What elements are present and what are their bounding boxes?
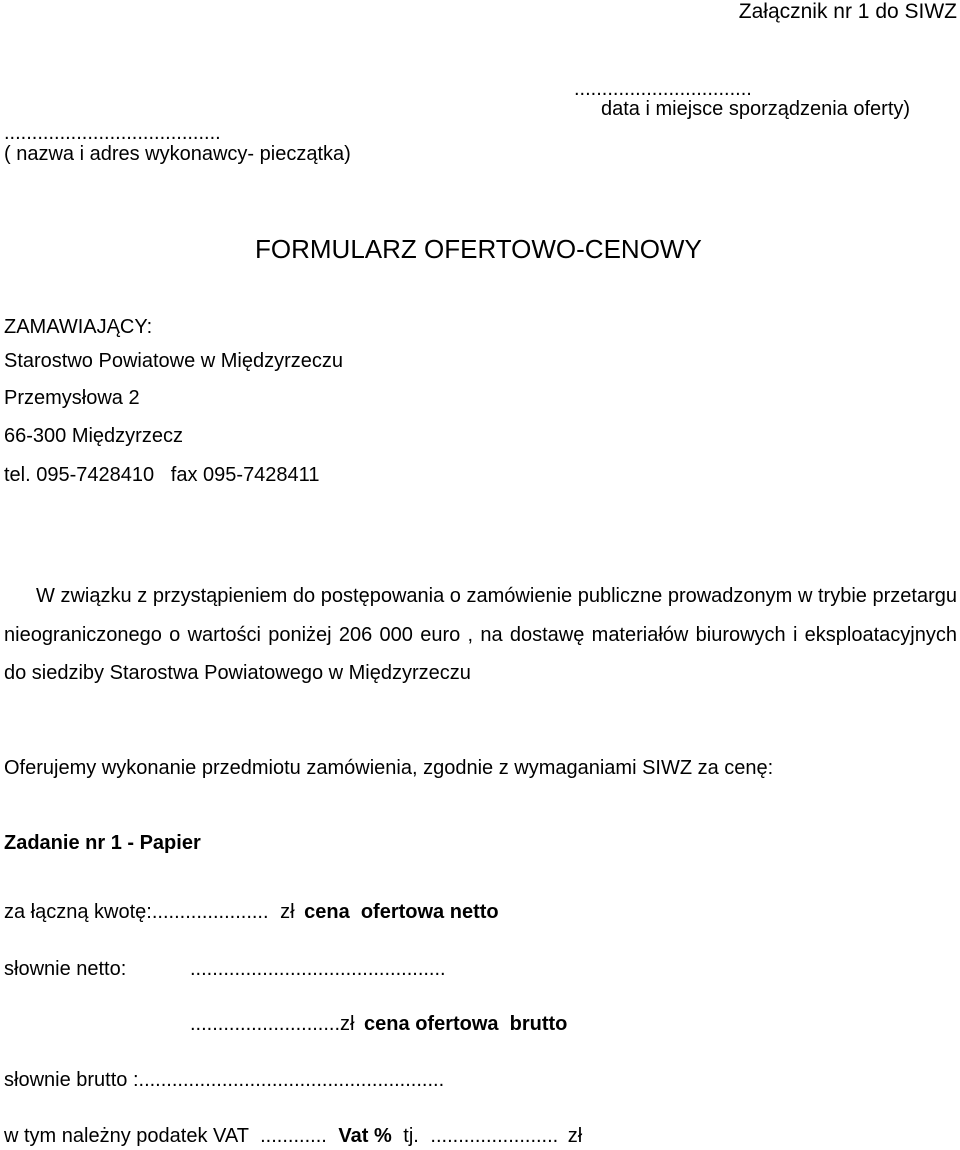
date-placeholder-dots: ................................: [574, 78, 752, 100]
buyer-label: ZAMAWIAJĄCY:: [4, 316, 153, 338]
words-net-dots: ..............................................: [190, 958, 446, 980]
date-caption: data i miejsce sporządzenia oferty): [601, 98, 911, 120]
words-gross-dots: .......................................................: [138, 1069, 445, 1091]
intro-paragraph: [4, 577, 957, 693]
attachment-label: Załącznik nr 1 do SIWZ: [738, 0, 957, 23]
vat-label: w tym należny podatek VAT: [4, 1125, 249, 1147]
vat-row: [4, 1124, 582, 1148]
task-heading: Zadanie nr 1 - Papier: [4, 832, 201, 854]
total-amount-dots: .....................: [151, 901, 269, 923]
net-price-label: cena ofertowa netto: [304, 901, 499, 923]
buyer-phone: tel. 095-7428410 fax 095-7428411: [4, 464, 320, 486]
gross-price-label: cena ofertowa brutto: [364, 1013, 568, 1035]
intro-text: W związku z przystąpieniem do postępowania o zamówienie publiczne prowadzonym w trybie przetargu nieograniczonego o wartości poniżej 206 000 euro , na dostawę materiałów biurowych i eksploatacyjnych do siedziby Starostwa Powiatowego w Międzyrzeczu: [4, 585, 957, 685]
contractor-placeholder-dots: .......................................: [4, 122, 221, 144]
gross-amount-row: [190, 1012, 567, 1036]
vat-amount-label: tj.: [403, 1125, 419, 1147]
total-amount-label: za łączną kwotę:: [4, 901, 152, 923]
gross-amount-dots: ...........................: [190, 1013, 341, 1035]
total-amount-currency: zł: [280, 901, 295, 923]
contractor-caption: ( nazwa i adres wykonawcy- pieczątka): [4, 143, 351, 165]
total-amount-row: [4, 900, 499, 924]
words-gross-row: [4, 1068, 444, 1092]
vat-currency: zł: [567, 1125, 583, 1147]
words-net-label: słownie netto:: [4, 958, 127, 980]
words-gross-label: słownie brutto :: [4, 1069, 139, 1091]
vat-percent-label: Vat %: [338, 1125, 392, 1147]
vat-amount-dots: .......................: [430, 1125, 559, 1147]
offer-statement: Oferujemy wykonanie przedmiotu zamówienia, zgodnie z wymaganiami SIWZ za cenę:: [4, 757, 774, 779]
form-title: FORMULARZ OFERTOWO-CENOWY: [255, 234, 702, 264]
vat-dots: ............: [260, 1125, 327, 1147]
buyer-name: Starostwo Powiatowe w Międzyrzeczu: [4, 350, 344, 372]
buyer-city: 66-300 Międzyrzecz: [4, 425, 183, 447]
buyer-street: Przemysłowa 2: [4, 387, 140, 409]
gross-amount-currency: zł: [340, 1013, 355, 1035]
